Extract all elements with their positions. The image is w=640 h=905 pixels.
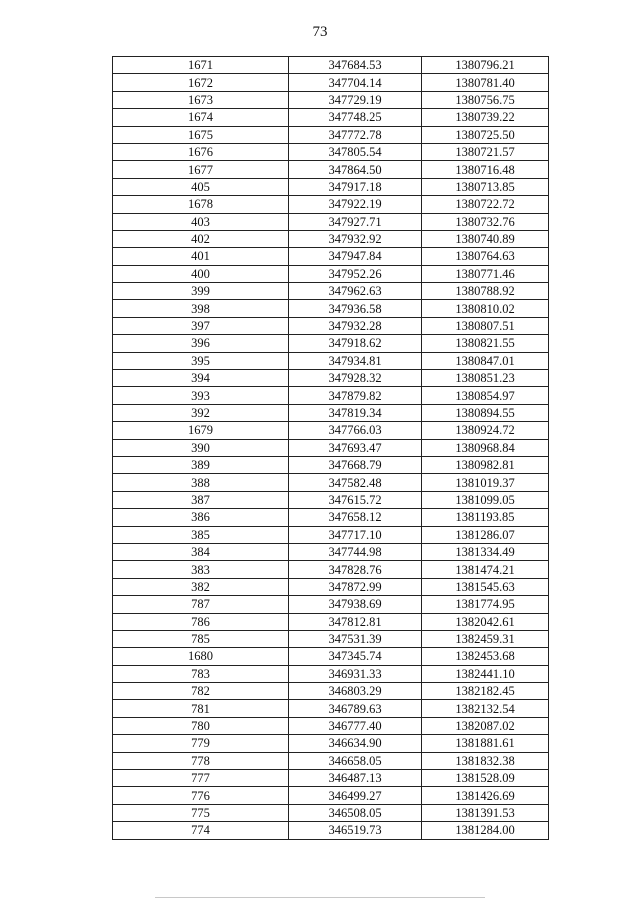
table-row <box>113 735 549 752</box>
page-number: 73 <box>312 24 328 40</box>
x-coordinate-cell: 347766.03 <box>289 422 422 439</box>
x-coordinate-cell: 347828.76 <box>289 561 422 578</box>
point-number-cell: 383 <box>113 561 289 578</box>
x-coordinate-cell: 347658.12 <box>289 509 422 526</box>
point-number-cell: 780 <box>113 717 289 734</box>
y-coordinate-cell: 1381391.53 <box>422 804 549 821</box>
y-coordinate-cell: 1382132.54 <box>422 700 549 717</box>
y-coordinate-cell: 1380851.23 <box>422 370 549 387</box>
point-number-cell: 1672 <box>113 74 289 91</box>
y-coordinate-cell: 1380982.81 <box>422 456 549 473</box>
y-coordinate-cell: 1380781.40 <box>422 74 549 91</box>
y-coordinate-cell: 1380854.97 <box>422 387 549 404</box>
point-number-cell: 1676 <box>113 143 289 160</box>
table-row <box>113 387 549 404</box>
table-row <box>113 126 549 143</box>
x-coordinate-cell: 347918.62 <box>289 335 422 352</box>
point-number-cell: 774 <box>113 822 289 839</box>
x-coordinate-cell: 347922.19 <box>289 196 422 213</box>
table-row <box>113 196 549 213</box>
x-coordinate-cell: 347917.18 <box>289 178 422 195</box>
table-row <box>113 665 549 682</box>
x-coordinate-cell: 347531.39 <box>289 630 422 647</box>
point-number-cell: 384 <box>113 543 289 560</box>
point-number-cell: 396 <box>113 335 289 352</box>
x-coordinate-cell: 346931.33 <box>289 665 422 682</box>
point-number-cell: 388 <box>113 474 289 491</box>
table-row <box>113 474 549 491</box>
y-coordinate-cell: 1380810.02 <box>422 300 549 317</box>
table-row <box>113 109 549 126</box>
table-row <box>113 683 549 700</box>
x-coordinate-cell: 347947.84 <box>289 248 422 265</box>
x-coordinate-cell: 347879.82 <box>289 387 422 404</box>
table-row <box>113 804 549 821</box>
y-coordinate-cell: 1380894.55 <box>422 404 549 421</box>
point-number-cell: 397 <box>113 317 289 334</box>
table-row <box>113 352 549 369</box>
x-coordinate-cell: 346777.40 <box>289 717 422 734</box>
x-coordinate-cell: 347668.79 <box>289 456 422 473</box>
table-row <box>113 422 549 439</box>
y-coordinate-cell: 1380788.92 <box>422 283 549 300</box>
point-number-cell: 781 <box>113 700 289 717</box>
table-row <box>113 57 549 74</box>
y-coordinate-cell: 1381474.21 <box>422 561 549 578</box>
table-row <box>113 161 549 178</box>
table-row <box>113 491 549 508</box>
point-number-cell: 401 <box>113 248 289 265</box>
x-coordinate-cell: 347962.63 <box>289 283 422 300</box>
x-coordinate-cell: 347582.48 <box>289 474 422 491</box>
x-coordinate-cell: 347928.32 <box>289 370 422 387</box>
point-number-cell: 386 <box>113 509 289 526</box>
x-coordinate-cell: 346634.90 <box>289 735 422 752</box>
y-coordinate-cell: 1382182.45 <box>422 683 549 700</box>
point-number-cell: 389 <box>113 456 289 473</box>
x-coordinate-cell: 346487.13 <box>289 770 422 787</box>
y-coordinate-cell: 1382087.02 <box>422 717 549 734</box>
table-row <box>113 578 549 595</box>
y-coordinate-cell: 1381426.69 <box>422 787 549 804</box>
table-row <box>113 700 549 717</box>
point-number-cell: 1671 <box>113 57 289 74</box>
table-row <box>113 770 549 787</box>
y-coordinate-cell: 1381193.85 <box>422 509 549 526</box>
x-coordinate-cell: 346803.29 <box>289 683 422 700</box>
table-row <box>113 317 549 334</box>
y-coordinate-cell: 1380732.76 <box>422 213 549 230</box>
table-row <box>113 630 549 647</box>
point-number-cell: 382 <box>113 578 289 595</box>
table-row <box>113 822 549 839</box>
x-coordinate-cell: 347812.81 <box>289 613 422 630</box>
table-row <box>113 596 549 613</box>
table-row <box>113 143 549 160</box>
x-coordinate-cell: 347819.34 <box>289 404 422 421</box>
y-coordinate-cell: 1380716.48 <box>422 161 549 178</box>
point-number-cell: 1680 <box>113 648 289 665</box>
x-coordinate-cell: 346658.05 <box>289 752 422 769</box>
x-coordinate-cell: 347932.28 <box>289 317 422 334</box>
y-coordinate-cell: 1381019.37 <box>422 474 549 491</box>
table-row <box>113 370 549 387</box>
y-coordinate-cell: 1380740.89 <box>422 230 549 247</box>
point-number-cell: 779 <box>113 735 289 752</box>
table-row <box>113 230 549 247</box>
table-row <box>113 787 549 804</box>
point-number-cell: 398 <box>113 300 289 317</box>
x-coordinate-cell: 347717.10 <box>289 526 422 543</box>
point-number-cell: 395 <box>113 352 289 369</box>
x-coordinate-cell: 347684.53 <box>289 57 422 74</box>
y-coordinate-cell: 1381774.95 <box>422 596 549 613</box>
table-row <box>113 752 549 769</box>
point-number-cell: 1677 <box>113 161 289 178</box>
y-coordinate-cell: 1381545.63 <box>422 578 549 595</box>
table-row <box>113 74 549 91</box>
y-coordinate-cell: 1380847.01 <box>422 352 549 369</box>
x-coordinate-cell: 347345.74 <box>289 648 422 665</box>
x-coordinate-cell: 347952.26 <box>289 265 422 282</box>
x-coordinate-cell: 347693.47 <box>289 439 422 456</box>
x-coordinate-cell: 347938.69 <box>289 596 422 613</box>
y-coordinate-cell: 1380739.22 <box>422 109 549 126</box>
point-number-cell: 785 <box>113 630 289 647</box>
x-coordinate-cell: 347872.99 <box>289 578 422 595</box>
x-coordinate-cell: 347936.58 <box>289 300 422 317</box>
y-coordinate-cell: 1381881.61 <box>422 735 549 752</box>
y-coordinate-cell: 1381334.49 <box>422 543 549 560</box>
point-number-cell: 782 <box>113 683 289 700</box>
point-number-cell: 402 <box>113 230 289 247</box>
point-number-cell: 393 <box>113 387 289 404</box>
point-number-cell: 786 <box>113 613 289 630</box>
point-number-cell: 399 <box>113 283 289 300</box>
point-number-cell: 405 <box>113 178 289 195</box>
point-number-cell: 390 <box>113 439 289 456</box>
table-row <box>113 404 549 421</box>
y-coordinate-cell: 1382441.10 <box>422 665 549 682</box>
x-coordinate-cell: 347729.19 <box>289 91 422 108</box>
table-row <box>113 613 549 630</box>
table-row <box>113 178 549 195</box>
table-row <box>113 283 549 300</box>
x-coordinate-cell: 347704.14 <box>289 74 422 91</box>
y-coordinate-cell: 1380756.75 <box>422 91 549 108</box>
y-coordinate-cell: 1380771.46 <box>422 265 549 282</box>
table-row <box>113 561 549 578</box>
x-coordinate-cell: 347772.78 <box>289 126 422 143</box>
y-coordinate-cell: 1380821.55 <box>422 335 549 352</box>
y-coordinate-cell: 1380924.72 <box>422 422 549 439</box>
x-coordinate-cell: 347744.98 <box>289 543 422 560</box>
x-coordinate-cell: 347805.54 <box>289 143 422 160</box>
y-coordinate-cell: 1381284.00 <box>422 822 549 839</box>
table-row <box>113 248 549 265</box>
y-coordinate-cell: 1380713.85 <box>422 178 549 195</box>
table-row <box>113 648 549 665</box>
point-number-cell: 1675 <box>113 126 289 143</box>
point-number-cell: 787 <box>113 596 289 613</box>
scan-artifact-line <box>155 897 485 898</box>
point-number-cell: 783 <box>113 665 289 682</box>
x-coordinate-cell: 347748.25 <box>289 109 422 126</box>
table-row <box>113 213 549 230</box>
x-coordinate-cell: 347864.50 <box>289 161 422 178</box>
y-coordinate-cell: 1382453.68 <box>422 648 549 665</box>
y-coordinate-cell: 1380968.84 <box>422 439 549 456</box>
table-row <box>113 456 549 473</box>
table-row <box>113 265 549 282</box>
point-number-cell: 403 <box>113 213 289 230</box>
table-row <box>113 439 549 456</box>
table-row <box>113 335 549 352</box>
table-row <box>113 526 549 543</box>
point-number-cell: 400 <box>113 265 289 282</box>
x-coordinate-cell: 346499.27 <box>289 787 422 804</box>
table-row <box>113 91 549 108</box>
y-coordinate-cell: 1380722.72 <box>422 196 549 213</box>
y-coordinate-cell: 1380796.21 <box>422 57 549 74</box>
point-number-cell: 1679 <box>113 422 289 439</box>
y-coordinate-cell: 1380764.63 <box>422 248 549 265</box>
point-number-cell: 776 <box>113 787 289 804</box>
y-coordinate-cell: 1382459.31 <box>422 630 549 647</box>
point-number-cell: 387 <box>113 491 289 508</box>
point-number-cell: 385 <box>113 526 289 543</box>
point-number-cell: 1674 <box>113 109 289 126</box>
point-number-cell: 1673 <box>113 91 289 108</box>
x-coordinate-cell: 346789.63 <box>289 700 422 717</box>
x-coordinate-cell: 346508.05 <box>289 804 422 821</box>
y-coordinate-cell: 1380721.57 <box>422 143 549 160</box>
x-coordinate-cell: 347615.72 <box>289 491 422 508</box>
point-number-cell: 775 <box>113 804 289 821</box>
point-number-cell: 394 <box>113 370 289 387</box>
coordinates-table <box>112 56 549 840</box>
x-coordinate-cell: 347934.81 <box>289 352 422 369</box>
y-coordinate-cell: 1380807.51 <box>422 317 549 334</box>
table-row <box>113 543 549 560</box>
y-coordinate-cell: 1381832.38 <box>422 752 549 769</box>
point-number-cell: 392 <box>113 404 289 421</box>
table-row <box>113 509 549 526</box>
x-coordinate-cell: 347927.71 <box>289 213 422 230</box>
x-coordinate-cell: 347932.92 <box>289 230 422 247</box>
point-number-cell: 778 <box>113 752 289 769</box>
point-number-cell: 1678 <box>113 196 289 213</box>
y-coordinate-cell: 1381286.07 <box>422 526 549 543</box>
coordinates-table-body <box>113 57 549 840</box>
y-coordinate-cell: 1382042.61 <box>422 613 549 630</box>
table-row <box>113 717 549 734</box>
y-coordinate-cell: 1381528.09 <box>422 770 549 787</box>
y-coordinate-cell: 1380725.50 <box>422 126 549 143</box>
x-coordinate-cell: 346519.73 <box>289 822 422 839</box>
y-coordinate-cell: 1381099.05 <box>422 491 549 508</box>
table-row <box>113 300 549 317</box>
point-number-cell: 777 <box>113 770 289 787</box>
